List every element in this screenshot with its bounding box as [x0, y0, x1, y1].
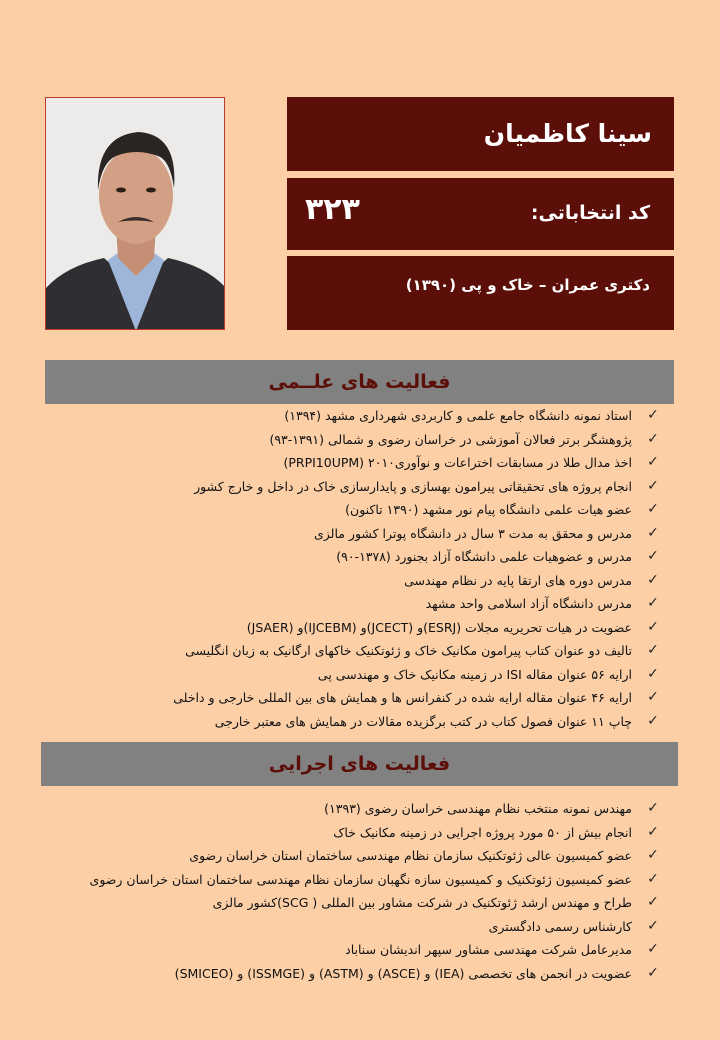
list-item: ✓ استاد نمونه دانشگاه جامع علمی و کاربردی شهرداری مشهد (۱۳۹۴): [20, 404, 662, 428]
list-item: ✓ کارشناس رسمی دادگستری: [20, 915, 662, 939]
check-icon: ✓: [647, 407, 659, 423]
check-icon: ✓: [647, 665, 659, 682]
list-item: ✓ ارایه ۵۶ عنوان مقاله ISI در زمینه مکانیک خاک و مهندسی پی: [20, 663, 662, 687]
executive-header: [41, 742, 678, 786]
check-icon: ✓: [647, 964, 659, 981]
list-item: ✓ عضو کمیسیون ژئوتکنیک و کمیسیون سازه نگهبان سازمان نظام مهندسی ساختمان استان خراسان رضوی: [20, 868, 662, 892]
check-icon: ✓: [647, 941, 659, 957]
check-icon: ✓: [647, 477, 659, 494]
check-icon: ✓: [647, 847, 659, 863]
check-icon: ✓: [647, 430, 659, 447]
list-item: ✓ مهندس نمونه منتخب نظام مهندسی خراسان رضوی (۱۳۹۳): [20, 797, 662, 821]
check-icon: ✓: [647, 894, 659, 910]
list-item: ✓ پژوهشگر برتر فعالان آموزشی در خراسان رضوی و شمالی (۱۳۹۱-۹۳): [20, 428, 662, 452]
check-icon: ✓: [647, 454, 659, 470]
candidate-name: سینا کاظمیان: [483, 119, 652, 148]
list-item: ✓ مدرس دوره های ارتقا پایه در نظام مهندسی: [20, 569, 662, 593]
check-icon: ✓: [647, 595, 659, 611]
executive-list: [20, 797, 662, 985]
name-box: [287, 97, 674, 171]
list-item: ✓ عضویت در هیات تحریریه مجلات (ESRJ)و (JCECT)و (IJCEBM)و (JSAER): [20, 616, 662, 640]
executive-title: فعالیت های اجرایی: [268, 753, 451, 775]
check-icon: ✓: [647, 823, 659, 840]
code-label: کد انتخاباتی:: [530, 202, 650, 224]
list-item: ✓ انجام بیش از ۵۰ مورد پروژه اجرایی در زمینه مکانیک خاک: [20, 821, 662, 845]
check-icon: ✓: [647, 642, 659, 658]
list-item: ✓ تالیف دو عنوان کتاب پیرامون مکانیک خاک و ژئوتکنیک خاکهای ارگانیک به زبان انگلیسی: [20, 639, 662, 663]
degree-box: [287, 256, 674, 330]
list-item: ✓ ارایه ۴۶ عنوان مقاله ارایه شده در کنفرانس ها و همایش های بین المللی خارجی و داخلی: [20, 686, 662, 710]
list-item: ✓ اخذ مدال طلا در مسابقات اختراعات و نوآوری۲۰۱۰ (PRPI10UPM): [20, 451, 662, 475]
list-item: ✓ عضو هیات علمی دانشگاه پیام نور مشهد (۱۳۹۰ تاکنون): [20, 498, 662, 522]
portrait-image: [46, 98, 225, 330]
check-icon: ✓: [647, 712, 659, 729]
check-icon: ✓: [647, 870, 659, 887]
degree-text: دکتری عمران – خاک و پی (۱۳۹۰): [405, 276, 650, 294]
code-box: [287, 178, 674, 250]
list-item: ✓ چاپ ۱۱ عنوان فصول کتاب در کتب برگزیده مقالات در همایش های معتبر خارجی: [20, 710, 662, 734]
check-icon: ✓: [647, 524, 659, 541]
list-item: ✓ عضویت در انجمن های تخصصی (IEA) و (ASCE) و (ASTM) و (ISSMGE) و (SMICEO): [20, 962, 662, 986]
list-item: ✓ مدرس و محقق به مدت ۳ سال در دانشگاه پوترا کشور مالزی: [20, 522, 662, 546]
list-item: ✓ عضو کمیسیون عالی ژئوتکنیک سازمان نظام مهندسی ساختمان استان خراسان رضوی: [20, 844, 662, 868]
list-item: ✓ طراح و مهندس ارشد ژئوتکنیک در شرکت مشاور بین المللی ( SCG)کشور مالزی: [20, 891, 662, 915]
list-item: ✓ مدرس دانشگاه آزاد اسلامی واحد مشهد: [20, 592, 662, 616]
scientific-header: [45, 360, 674, 404]
code-value: ۳۲۳: [305, 192, 360, 227]
scientific-title: فعالیت های علــمی: [268, 371, 451, 393]
check-icon: ✓: [647, 800, 659, 816]
check-icon: ✓: [647, 689, 659, 705]
scientific-list: [20, 404, 662, 733]
check-icon: ✓: [647, 917, 659, 934]
check-icon: ✓: [647, 548, 659, 564]
list-item: ✓ انجام پروژه های تحقیقاتی پیرامون بهسازی و پایدارسازی خاک در داخل و خارج کشور: [20, 475, 662, 499]
list-item: ✓ مدیرعامل شرکت مهندسی مشاور سپهر اندیشان سناباد: [20, 938, 662, 962]
profile-photo: [45, 97, 225, 330]
check-icon: ✓: [647, 571, 659, 588]
list-item: ✓ مدرس و عضوهیات علمی دانشگاه آزاد بجنورد (۱۳۷۸-۹۰): [20, 545, 662, 569]
check-icon: ✓: [647, 618, 659, 635]
check-icon: ✓: [647, 501, 659, 517]
